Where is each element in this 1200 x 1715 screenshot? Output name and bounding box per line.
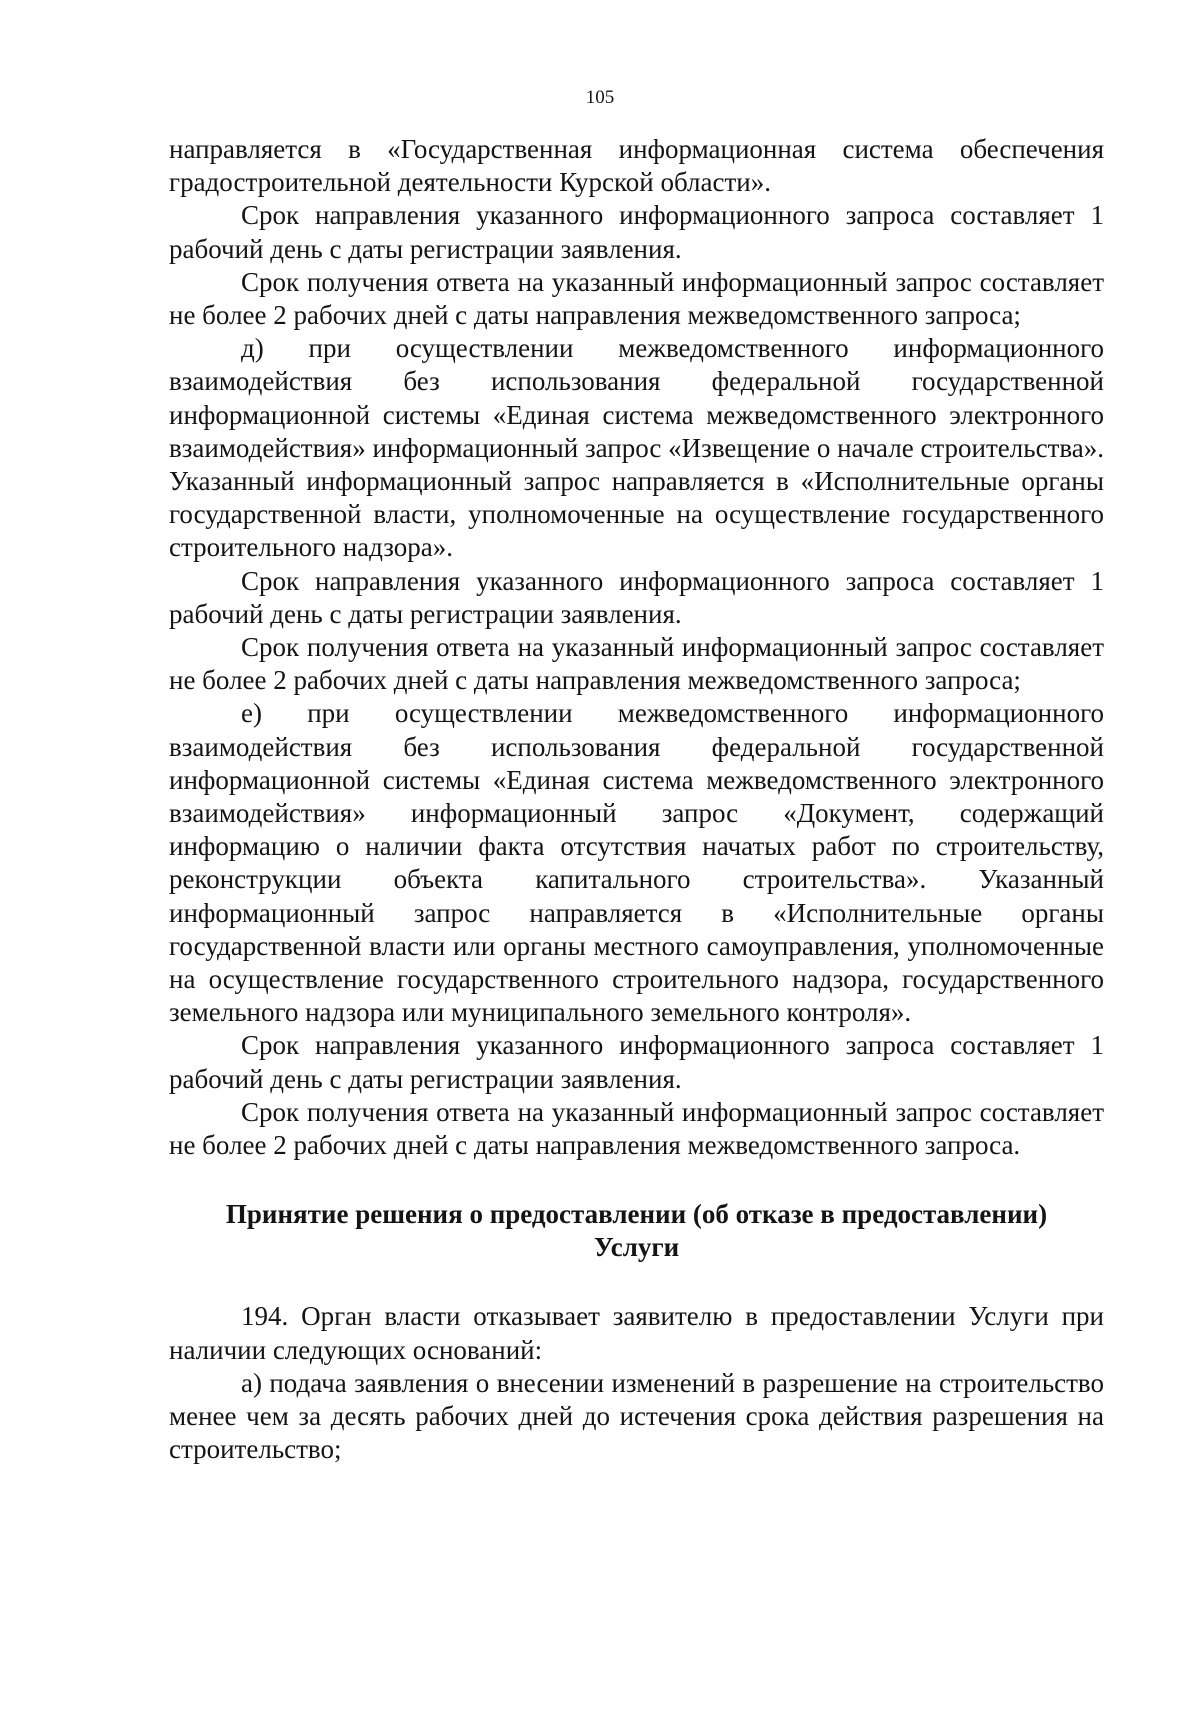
paragraph-item-a: а) подача заявления о внесении изменений в разрешение на строительство менее чем за десять рабочих дней до истечения срока действия разрешения на строительство; xyxy=(169,1367,1104,1465)
paragraph-deadline-send: Срок направления указанного информационного запроса составляет 1 рабочий день с даты регистрации заявления. xyxy=(169,1030,1104,1094)
document-body xyxy=(169,133,1104,1466)
paragraph-deadline-send: Срок направления указанного информационного запроса составляет 1 рабочий день с даты регистрации заявления. xyxy=(169,565,1104,629)
section-heading xyxy=(169,1198,1104,1264)
paragraph-continuation: направляется в «Государственная информационная система обеспечения градостроительной деятельности Курской области». xyxy=(169,134,1104,198)
heading-spacer xyxy=(169,1264,1104,1300)
paragraph-item-d: д) при осуществлении межведомственного информационного взаимодействия без использования федеральной государственной информационной системы «Единая система межведомственного электронного взаимодействия» информационный запрос «Извещение о начале строительства». Указанный информационный запрос направляется в «Исполнительные органы государственной власти, уполномоченные на осуществление государственного строительного надзора». xyxy=(169,333,1104,563)
paragraph-deadline-response: Срок получения ответа на указанный информационный запрос составляет не более 2 рабочих дней с даты направления межведомственного запроса; xyxy=(169,632,1104,696)
paragraph-deadline-response: Срок получения ответа на указанный информационный запрос составляет не более 2 рабочих дней с даты направления межведомственного запроса. xyxy=(169,1096,1104,1161)
paragraph-item-194: 194. Орган власти отказывает заявителю в предоставлении Услуги при наличии следующих оснований: xyxy=(169,1301,1104,1365)
section-heading-line2: Услуги xyxy=(593,1232,680,1263)
paragraph-deadline-send: Срок направления указанного информационного запроса составляет 1 рабочий день с даты регистрации заявления. xyxy=(169,200,1104,264)
paragraph-item-e: е) при осуществлении межведомственного информационного взаимодействия без использования федеральной государственной информационной системы «Единая система межведомственного электронного взаимодействия» информационный запрос «Документ, содержащий информацию о наличии факта отсутствия начатых работ по строительству, реконструкции объекта капитального строительства». Указанный информационный запрос направляется в «Исполнительные органы государственной власти или органы местного самоуправления, уполномоченные на осуществление государственного строительного надзора, государственного земельного надзора или муниципального земельного контроля». xyxy=(169,698,1104,1028)
page-number: 105 xyxy=(585,87,615,108)
section-heading-line1: Принятие решения о предоставлении (об отказе в предоставлении) xyxy=(225,1199,1048,1230)
paragraph-deadline-response: Срок получения ответа на указанный информационный запрос составляет не более 2 рабочих дней с даты направления межведомственного запроса; xyxy=(169,266,1104,331)
